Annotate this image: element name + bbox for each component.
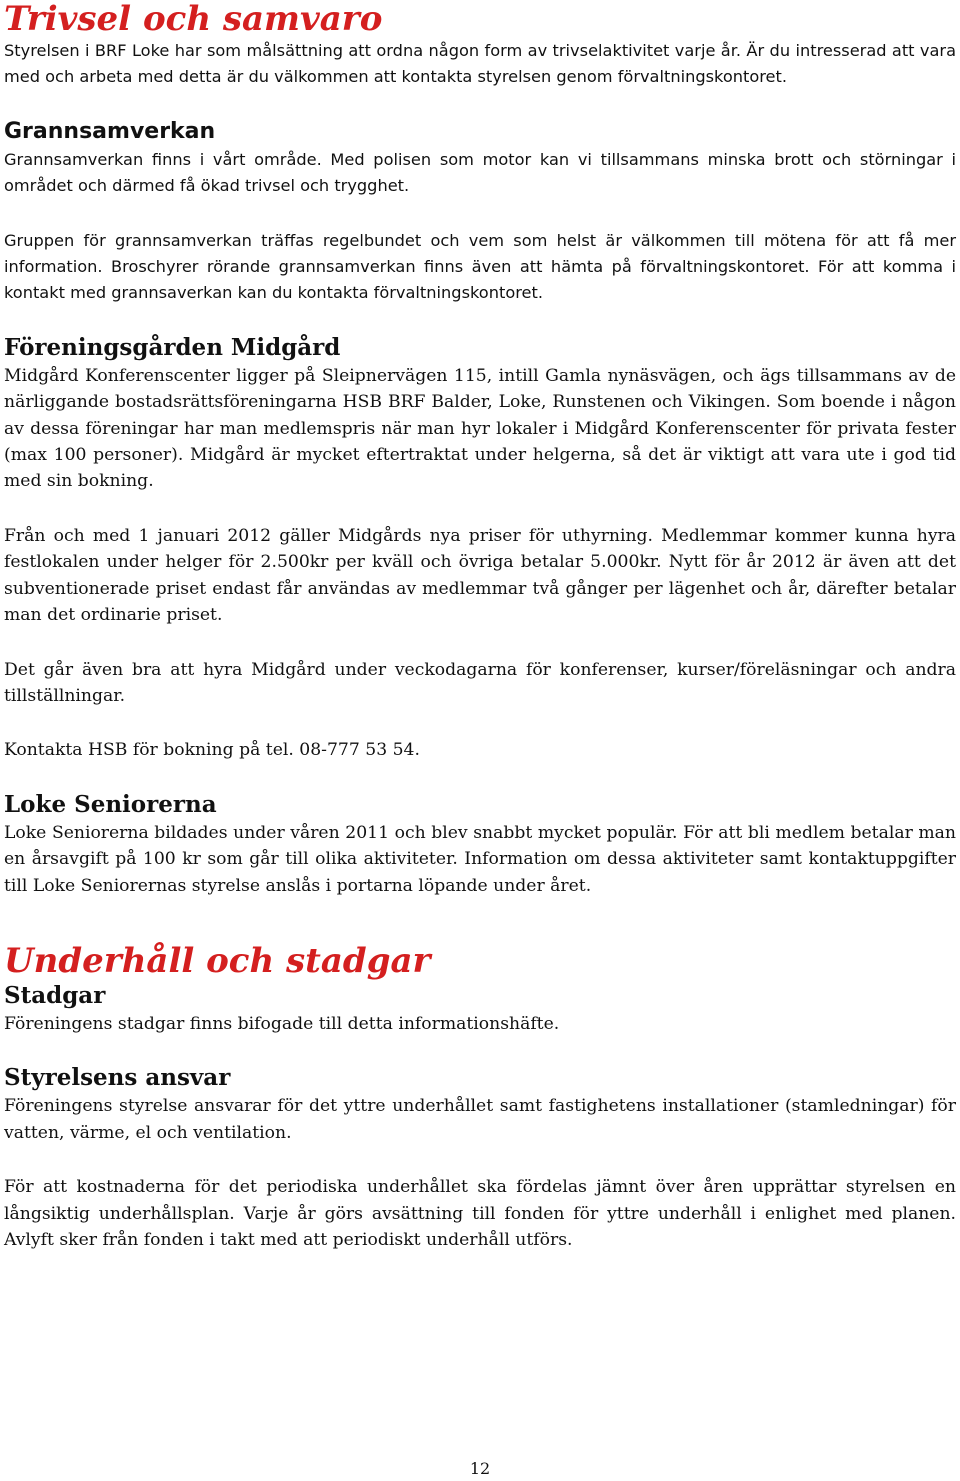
ansvar-paragraph-1: Föreningens styrelse ansvarar för det yttre underhållet samt fastighetens installationer (stamledningar) för vatten, värme, el och ventilation. (4, 1096, 956, 1143)
ansvar-paragraph-2: För att kostnaderna för det periodiska underhållet ska fördelas jämnt över åren upprättar styrelsen en långsiktig underhållsplan. Varje år görs avsättning till fonden för yttre underhåll i enlighet med planen. Avlyft sker från fonden i takt med att periodiskt underhåll utförs. (4, 1177, 956, 1250)
spacer (4, 709, 956, 737)
midgard-paragraph-3: Det går även bra att hyra Midgård under veckodagarna för konferenser, kurser/föreläsningar och andra tillställningar. (4, 659, 956, 706)
trivsel-paragraph: Styrelsen i BRF Loke har som målsättning att ordna någon form av trivselaktivitet varje år. Är du intresserad att vara med och arbeta med detta är du välkommen att kontakta styrelsen genom förvaltningskontoret. (4, 41, 956, 87)
grannsamverkan-section (4, 147, 956, 307)
midgard-paragraph-2: Från och med 1 januari 2012 gäller Midgårds nya priser för uthyrning. Medlemmar kommer kunna hyra festlokalen under helger för 2.500kr per kväll och övriga betalar 5.000kr. Nytt för år 2012 är även att det subventionerade priset endast får användas av medlemmar två gånger per lägenhet och år, därefter betalar man det ordinarie priset. (4, 525, 956, 626)
grannsamverkan-paragraph-1: Grannsamverkan finns i vårt område. Med polisen som motor kan vi tillsammans minska brott och störningar i området och därmed få ökad trivsel och trygghet. (4, 149, 956, 196)
spacer (4, 1037, 956, 1063)
spacer (4, 1146, 956, 1174)
spacer (4, 764, 956, 790)
heading-midgard: Föreningsgården Midgård (4, 333, 341, 361)
section-title-underhall: Underhåll och stadgar (4, 940, 431, 981)
page-number: 12 (469, 1459, 491, 1478)
spacer (4, 200, 956, 228)
grannsamverkan-paragraph-2: Gruppen för grannsamverkan träffas regelbundet och vem som helst är välkommen till mötena för att få mer information. Broschyrer rörande grannsamverkan finns även att hämta på förvaltningskontoret. För att komma i kontakt med grannsaverkan kan du kontakta förvaltningskontoret. (4, 230, 956, 303)
heading-stadgar: Stadgar (4, 981, 106, 1009)
seniorerna-paragraph: Loke Seniorerna bildades under våren 2011 och blev snabbt mycket populär. För att bli medlem betalar man en årsavgift på 100 kr som går till olika aktiviteter. Information om dessa aktiviteter samt kontaktuppgifter till Loke Seniorernas styrelse anslås i portarna löpande under året. (4, 822, 956, 896)
document-page (4, 0, 956, 1253)
heading-seniorerna: Loke Seniorerna (4, 790, 217, 818)
heading-styrelsens-ansvar: Styrelsens ansvar (4, 1064, 231, 1092)
spacer (4, 495, 956, 523)
midgard-paragraph-1: Midgård Konferenscenter ligger på Sleipnervägen 115, intill Gamla nynäsvägen, och ägs tillsammans av de närliggande bostadsrättsföreningarna HSB BRF Balder, Loke, Runstenen och Vikingen. Som boende i någon av dessa föreningar har man medlemspris när man hyr lokaler i Midgård Konferenscenter för privata fester (max 100 personer). Midgård är mycket eftertraktat under helgerna, så det är viktigt att vara ute i god tid med sin bokning. (4, 365, 956, 492)
spacer (4, 629, 956, 657)
midgard-paragraph-4: Kontakta HSB för bokning på tel. 08-777 53 54. (4, 740, 420, 761)
heading-grannsamverkan: Grannsamverkan (4, 118, 216, 144)
spacer (4, 307, 956, 333)
stadgar-paragraph: Föreningens stadgar finns bifogade till detta informationshäfte. (4, 1013, 560, 1034)
spacer (4, 91, 956, 117)
section-title-trivsel: Trivsel och samvaro (4, 0, 383, 39)
trivsel-section (4, 38, 956, 91)
